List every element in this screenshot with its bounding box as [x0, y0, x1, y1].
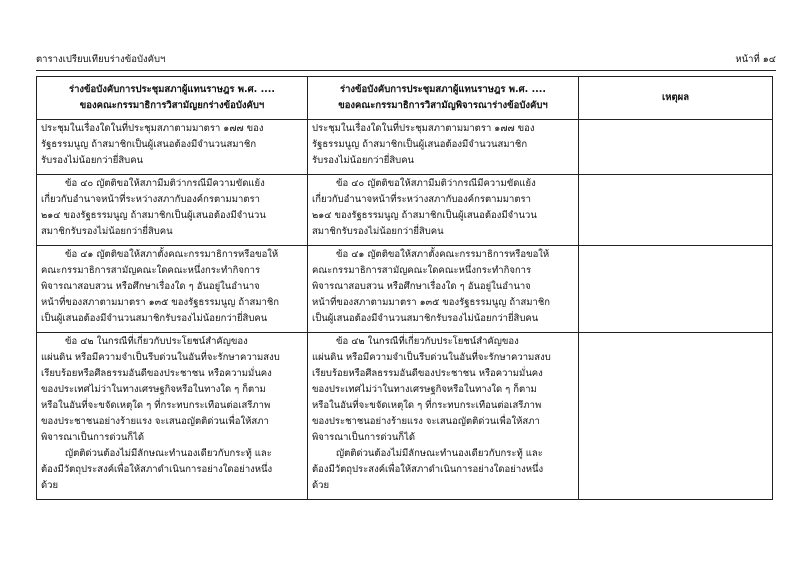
text-line: ด้วย	[41, 480, 59, 491]
text-line: รัฐธรรมนูญ ถ้าสมาชิกเป็นผู้เสนอต้องมีจำนวนสมาชิก	[312, 139, 528, 150]
text-line: ของประเทศไม่ว่าในทางเศรษฐกิจหรือในทางใด ๆ ก็ตาม	[312, 384, 537, 395]
column-header-committee-draft	[37, 77, 308, 120]
text-line: สมาชิกรับรองไม่น้อยกว่ายี่สิบคน	[312, 226, 444, 237]
table-header-row	[37, 77, 773, 120]
text-line: รับรองไม่น้อยกว่ายี่สิบคน	[312, 155, 415, 166]
text-line: ญัตติด่วนต้องไม่มีลักษณะทำนองเดียวกับกระทู้ และ	[336, 448, 543, 459]
text-line: ข้อ ๔๑ ญัตติขอให้สภาตั้งคณะกรรมาธิการหรือขอให้	[65, 249, 279, 260]
reason-cell	[579, 246, 773, 333]
right-cell	[308, 175, 579, 246]
text-line: เกี่ยวกับอำนาจหน้าที่ระหว่างสภากับองค์กรตามมาตรา	[41, 194, 260, 205]
text-line: เรียบร้อยหรือศีลธรรมอันดีของประชาชน หรือความมั่นคง	[41, 368, 272, 379]
reason-cell	[579, 120, 773, 175]
text-line: ข้อ ๔๒ ในกรณีที่เกี่ยวกับประโยชน์สำคัญของ	[336, 336, 519, 347]
text-line: แผ่นดิน หรือมีความจำเป็นรีบด่วนในอันที่จะรักษาความสงบ	[41, 352, 280, 363]
column-header-line: ของคณะกรรมาธิการวิสามัญยกร่างข้อบังคับฯ	[79, 100, 265, 111]
comparison-table	[36, 76, 773, 500]
text-line: ของประเทศไม่ว่าในทางเศรษฐกิจหรือในทางใด ๆ ก็ตาม	[41, 384, 266, 395]
right-cell	[308, 120, 579, 175]
text-line: คณะกรรมาธิการสามัญคณะใดคณะหนึ่งกระทำกิจการ	[41, 265, 261, 276]
text-line: พิจารณาสอบสวน หรือศึกษาเรื่องใด ๆ อันอยู่ในอำนาจ	[41, 281, 260, 292]
text-line: พิจารณาสอบสวน หรือศึกษาเรื่องใด ๆ อันอยู่ในอำนาจ	[312, 281, 531, 292]
text-line: ของประชาชนอย่างร้ายแรง จะเสนอญัตติด่วนเพื่อให้สภา	[41, 416, 269, 427]
text-line: สมาชิกรับรองไม่น้อยกว่ายี่สิบคน	[41, 226, 173, 237]
text-line: หรือในอันที่จะขจัดเหตุใด ๆ ที่กระทบกระเทือนต่อเสรีภาพ	[312, 400, 542, 411]
column-header-line: เหตุผล	[661, 92, 690, 103]
text-line: พิจารณาเป็นการด่วนก็ได้	[312, 432, 416, 443]
text-line: ข้อ ๔๐ ญัตติขอให้สภามีมติว่ากรณีมีความขัดแย้ง	[336, 178, 536, 189]
text-line: คณะกรรมาธิการสามัญคณะใดคณะหนึ่งกระทำกิจการ	[312, 265, 532, 276]
table-row	[37, 246, 773, 333]
text-line: ข้อ ๔๐ ญัตติขอให้สภามีมติว่ากรณีมีความขัดแย้ง	[65, 178, 265, 189]
reason-cell	[579, 175, 773, 246]
page-header	[36, 52, 776, 68]
text-line: ประชุมในเรื่องใดในที่ประชุมสภาตามมาตรา ๑๗๗ ของ	[41, 123, 264, 134]
text-line: ประชุมในเรื่องใดในที่ประชุมสภาตามมาตรา ๑๗๗ ของ	[312, 123, 535, 134]
text-line: ด้วย	[312, 480, 330, 491]
text-line: ๒๑๔ ของรัฐธรรมนูญ ถ้าสมาชิกเป็นผู้เสนอต้องมีจำนวน	[41, 210, 266, 221]
right-cell	[308, 246, 579, 333]
text-line: หน้าที่ของสภาตามมาตรา ๑๓๕ ของรัฐธรรมนูญ ถ้าสมาชิก	[41, 297, 280, 308]
text-line: เกี่ยวกับอำนาจหน้าที่ระหว่างสภากับองค์กรตามมาตรา	[312, 194, 531, 205]
table-row	[37, 120, 773, 175]
text-line: หรือในอันที่จะขจัดเหตุใด ๆ ที่กระทบกระเทือนต่อเสรีภาพ	[41, 400, 271, 411]
reason-cell	[579, 333, 773, 500]
text-line: ข้อ ๔๑ ญัตติขอให้สภาตั้งคณะกรรมาธิการหรือขอให้	[336, 249, 550, 260]
left-cell	[37, 120, 308, 175]
text-line: แผ่นดิน หรือมีความจำเป็นรีบด่วนในอันที่จะรักษาความสงบ	[312, 352, 551, 363]
text-line: พิจารณาเป็นการด่วนก็ได้	[41, 432, 145, 443]
left-cell	[37, 333, 308, 500]
text-line: รัฐธรรมนูญ ถ้าสมาชิกเป็นผู้เสนอต้องมีจำนวนสมาชิก	[41, 139, 257, 150]
right-cell	[308, 333, 579, 500]
text-line: ต้องมีวัตถุประสงค์เพื่อให้สภาดำเนินการอย่างใดอย่างหนึ่ง	[312, 464, 544, 475]
text-line: หน้าที่ของสภาตามมาตรา ๑๓๕ ของรัฐธรรมนูญ ถ้าสมาชิก	[312, 297, 551, 308]
text-line: ๒๑๔ ของรัฐธรรมนูญ ถ้าสมาชิกเป็นผู้เสนอต้องมีจำนวน	[312, 210, 537, 221]
header-rule	[36, 70, 776, 71]
text-line: ต้องมีวัตถุประสงค์เพื่อให้สภาดำเนินการอย่างใดอย่างหนึ่ง	[41, 464, 273, 475]
column-header-line: ร่างข้อบังคับการประชุมสภาผู้แทนราษฎร พ.ศ. ....	[339, 84, 547, 95]
left-cell	[37, 246, 308, 333]
text-line: ข้อ ๔๒ ในกรณีที่เกี่ยวกับประโยชน์สำคัญของ	[65, 336, 248, 347]
text-line: ญัตติด่วนต้องไม่มีลักษณะทำนองเดียวกับกระทู้ และ	[65, 448, 272, 459]
text-line: เป็นผู้เสนอต้องมีจำนวนสมาชิกรับรองไม่น้อยกว่ายี่สิบคน	[312, 313, 539, 324]
text-line: เป็นผู้เสนอต้องมีจำนวนสมาชิกรับรองไม่น้อยกว่ายี่สิบคน	[41, 313, 268, 324]
column-header-line: ร่างข้อบังคับการประชุมสภาผู้แทนราษฎร พ.ศ. ....	[68, 84, 276, 95]
document-title: ตารางเปรียบเทียบร่างข้อบังคับฯ	[36, 54, 166, 65]
page-number: หน้าที่ ๑๔	[735, 54, 776, 65]
left-cell	[37, 175, 308, 246]
text-line: ของประชาชนอย่างร้ายแรง จะเสนอญัตติด่วนเพื่อให้สภา	[312, 416, 540, 427]
text-line: รับรองไม่น้อยกว่ายี่สิบคน	[41, 155, 144, 166]
table-row	[37, 175, 773, 246]
column-header-reason	[579, 77, 773, 120]
column-header-line: ของคณะกรรมาธิการวิสามัญพิจารณาร่างข้อบังคับฯ	[338, 100, 548, 111]
column-header-review-draft	[308, 77, 579, 120]
text-line: เรียบร้อยหรือศีลธรรมอันดีของประชาชน หรือความมั่นคง	[312, 368, 543, 379]
table-row	[37, 333, 773, 500]
